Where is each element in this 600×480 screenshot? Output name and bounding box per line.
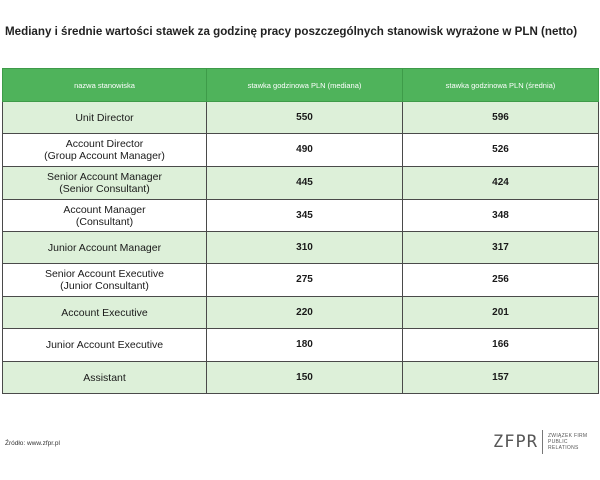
position-name-line: Account Director xyxy=(65,138,144,150)
table-row xyxy=(3,134,599,167)
position-name-line: Junior Account Executive xyxy=(45,339,164,351)
position-name-line: Account Manager xyxy=(63,203,146,216)
position-name-line: Account Executive xyxy=(61,306,148,319)
table-row xyxy=(3,200,599,232)
mean-rate-cell: 166 xyxy=(403,329,599,362)
table-row xyxy=(3,297,599,329)
position-name-cell xyxy=(3,264,207,297)
mean-rate-cell: 157 xyxy=(403,362,599,394)
position-name-line: Assistant xyxy=(83,371,126,384)
median-rate-cell: 275 xyxy=(207,264,403,297)
header-median-rate: stawka godzinowa PLN (mediana) xyxy=(207,69,403,102)
mean-rate-cell: 317 xyxy=(403,232,599,264)
page-title: Mediany i średnie wartości stawek za godzinę pracy poszczególnych stanowisk wyrażone w PLN (netto) xyxy=(5,25,578,38)
position-name-cell xyxy=(3,200,207,232)
table-row xyxy=(3,329,599,362)
position-name-line: Senior Account Manager xyxy=(47,171,162,183)
header-position-name: nazwa stanowiska xyxy=(3,69,207,102)
position-name-cell xyxy=(3,232,207,264)
position-name-line: Unit Director xyxy=(75,111,134,124)
rates-table xyxy=(2,68,599,394)
table-row xyxy=(3,232,599,264)
table-row xyxy=(3,167,599,200)
table-row xyxy=(3,102,599,134)
logo-divider xyxy=(542,430,543,454)
median-rate-cell: 150 xyxy=(207,362,403,394)
source-note: Źródło: www.zfpr.pl xyxy=(5,440,60,447)
zfpr-logo xyxy=(493,430,587,454)
position-name-line: (Consultant) xyxy=(75,215,134,228)
mean-rate-cell: 596 xyxy=(403,102,599,134)
mean-rate-cell: 348 xyxy=(403,200,599,232)
mean-rate-cell: 201 xyxy=(403,297,599,329)
position-name-line: (Junior Consultant) xyxy=(60,280,149,292)
table-row xyxy=(3,362,599,394)
median-rate-cell: 490 xyxy=(207,134,403,167)
logo-line: RELATIONS xyxy=(547,445,579,451)
mean-rate-cell: 526 xyxy=(403,134,599,167)
mean-rate-cell: 256 xyxy=(403,264,599,297)
logo-line: ZWIĄZEK FIRM xyxy=(547,433,588,439)
position-name-cell xyxy=(3,167,207,200)
position-name-cell xyxy=(3,102,207,134)
median-rate-cell: 345 xyxy=(207,200,403,232)
position-name-line: Junior Account Manager xyxy=(47,241,162,254)
mean-rate-cell: 424 xyxy=(403,167,599,200)
median-rate-cell: 310 xyxy=(207,232,403,264)
table-row xyxy=(3,264,599,297)
logo-text xyxy=(548,433,587,451)
position-name-cell xyxy=(3,297,207,329)
position-name-cell xyxy=(3,134,207,167)
position-name-line: (Group Account Manager) xyxy=(44,150,165,162)
median-rate-cell: 445 xyxy=(207,167,403,200)
header-mean-rate: stawka godzinowa PLN (średnia) xyxy=(403,69,599,102)
median-rate-cell: 220 xyxy=(207,297,403,329)
median-rate-cell: 180 xyxy=(207,329,403,362)
position-name-cell xyxy=(3,362,207,394)
table-header-row xyxy=(3,69,599,102)
position-name-cell xyxy=(3,329,207,362)
median-rate-cell: 550 xyxy=(207,102,403,134)
logo-mark: ZFPR xyxy=(493,432,538,452)
position-name-line: (Senior Consultant) xyxy=(59,183,150,195)
logo-line: PUBLIC xyxy=(547,439,568,445)
position-name-line: Senior Account Executive xyxy=(44,268,165,280)
